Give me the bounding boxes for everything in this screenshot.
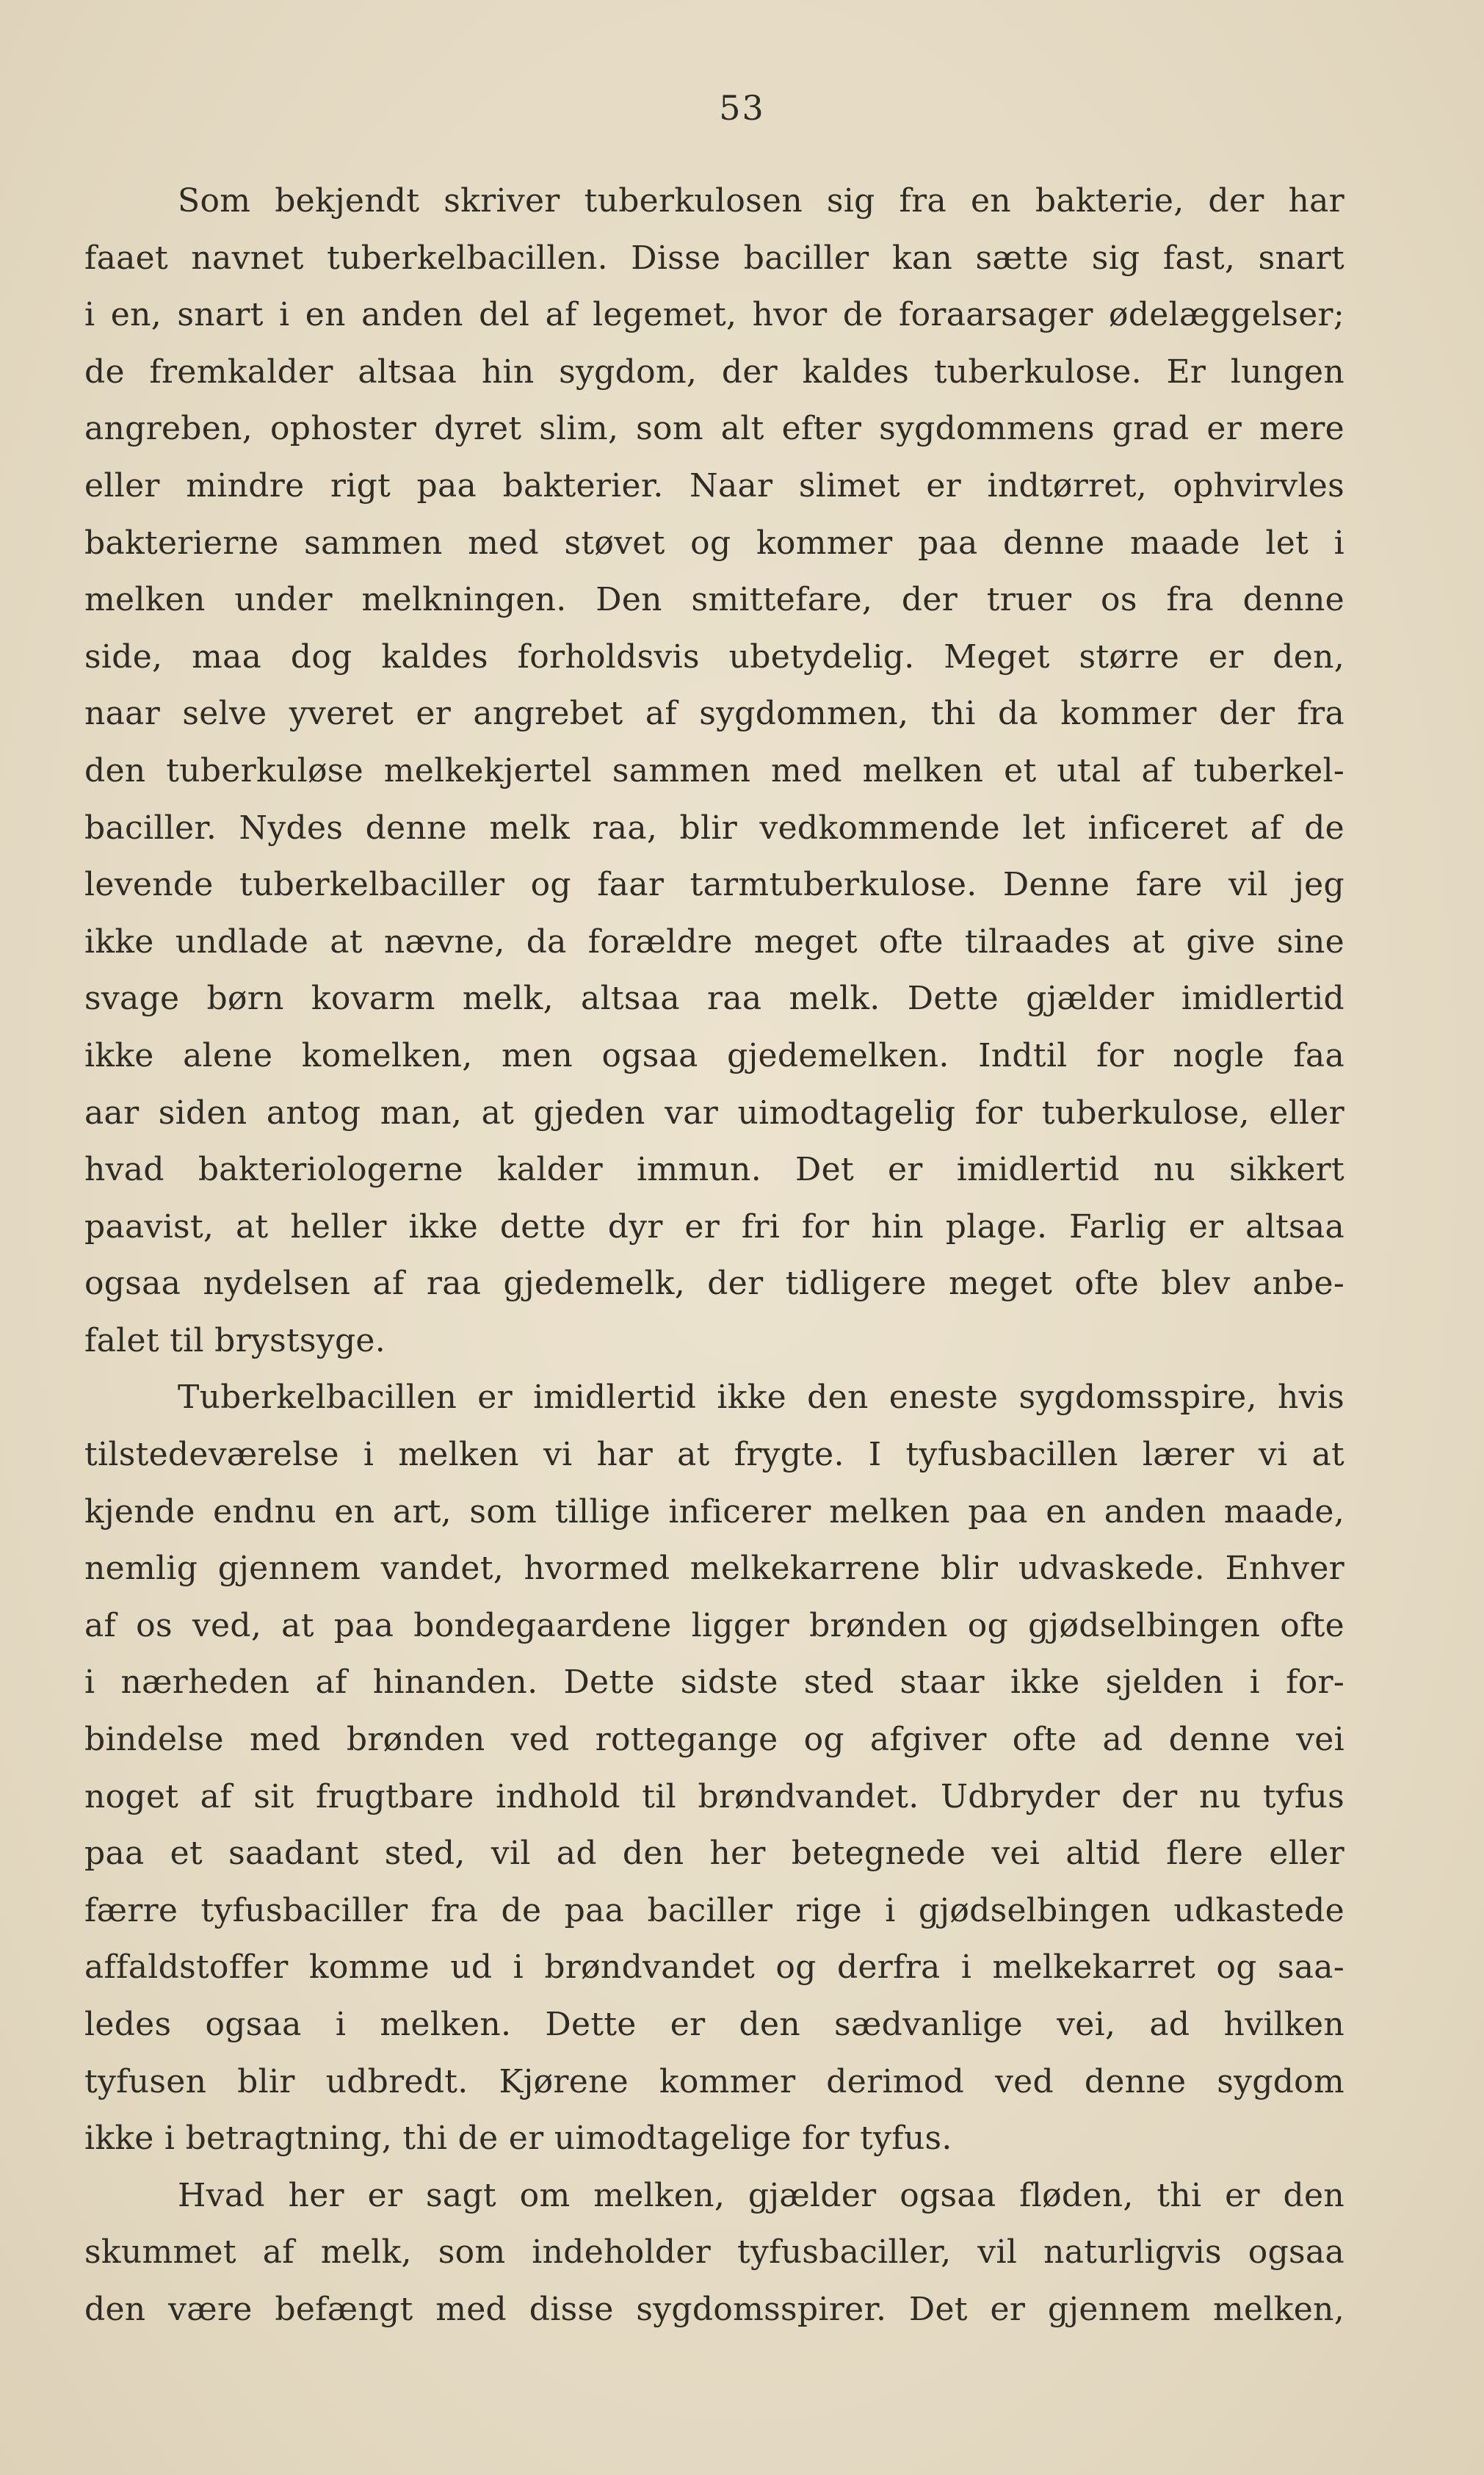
text-line: færre tyfusbaciller fra de paa baciller rige i gjødselbingen udkastede [84, 1891, 1344, 1929]
text-line: levende tuberkelbaciller og faar tarmtuberkulose. Denne fare vil jeg [84, 866, 1344, 904]
text-line: den tuberkuløse melkekjertel sammen med melken et utal af tuberkel- [84, 751, 1344, 790]
text-line: angreben, ophoster dyret slim, som alt efter sygdommens grad er mere [84, 410, 1344, 448]
text-line: melken under melkningen. Den smittefare, der truer os fra denne [84, 581, 1344, 619]
text-line: ledes ogsaa i melken. Dette er den sædvanlige vei, ad hvilken [84, 2006, 1344, 2043]
text-line: aar siden antog man, at gjeden var uimodtagelig for tuberkulose, eller [84, 1094, 1344, 1132]
text-line: baciller. Nydes denne melk raa, blir vedkommende let inficeret af de [84, 809, 1344, 847]
text-line: naar selve yveret er angrebet af sygdommen, thi da kommer der fra [84, 695, 1344, 733]
text-line: tyfusen blir udbredt. Kjørene kommer derimod ved denne sygdom [84, 2062, 1344, 2100]
text-line: eller mindre rigt paa bakterier. Naar slimet er indtørret, ophvirvles [84, 466, 1344, 505]
text-line: hvad bakteriologerne kalder immun. Det er imidlertid nu sikkert [84, 1151, 1344, 1189]
text-line: Som bekjendt skriver tuberkulosen sig fra en bakterie, der har [178, 182, 1344, 220]
text-line: skummet af melk, som indeholder tyfusbaciller, vil naturligvis ogsaa [84, 2233, 1344, 2272]
text-line: af os ved, at paa bondegaardene ligger brønden og gjødselbingen ofte [84, 1606, 1344, 1644]
text-line: falet til brystsyge. [84, 1321, 386, 1359]
text-line: Hvad her er sagt om melken, gjælder ogsaa fløden, thi er den [178, 2176, 1344, 2214]
text-line: side, maa dog kaldes forholdsvis ubetydelig. Meget større er den, [84, 637, 1344, 676]
text-line: Tuberkelbacillen er imidlertid ikke den eneste sygdomsspire, hvis [178, 1379, 1344, 1417]
text-line: bakterierne sammen med støvet og kommer paa denne maade let i [84, 524, 1344, 562]
body-text [84, 173, 1344, 2338]
text-line: faaet navnet tuberkelbacillen. Disse baciller kan sætte sig fast, snart [84, 239, 1344, 277]
text-line: kjende endnu en art, som tillige inficerer melken paa en anden maade, [84, 1492, 1344, 1531]
page-number: 53 [719, 88, 765, 128]
text-line: de fremkalder altsaa hin sygdom, der kaldes tuberkulose. Er lungen [84, 353, 1344, 391]
text-line: svage børn kovarm melk, altsaa raa melk. Dette gjælder imidlertid [84, 980, 1344, 1018]
text-line: ikke alene komelken, men ogsaa gjedemelken. Indtil for nogle faa [84, 1036, 1344, 1074]
text-line: bindelse med brønden ved rottegange og afgiver ofte ad denne vei [84, 1721, 1344, 1759]
text-line: ikke undlade at nævne, da forældre meget ofte tilraades at give sine [84, 922, 1344, 961]
text-line: nemlig gjennem vandet, hvormed melkekarrene blir udvaskede. Enhver [84, 1550, 1344, 1588]
text-line: affaldstoffer komme ud i brøndvandet og derfra i melkekarret og saa- [84, 1948, 1344, 1987]
text-line: noget af sit frugtbare indhold til brøndvandet. Udbryder der nu tyfus [84, 1777, 1344, 1815]
text-line: i nærheden af hinanden. Dette sidste sted staar ikke sjelden i for- [84, 1663, 1344, 1702]
text-line: i en, snart i en anden del af legemet, hvor de foraarsager ødelæggelser; [84, 296, 1344, 334]
text-line: paa et saadant sted, vil ad den her betegnede vei altid flere eller [84, 1835, 1344, 1873]
text-line: paavist, at heller ikke dette dyr er fri for hin plage. Farlig er altsaa [84, 1207, 1344, 1246]
text-line: tilstedeværelse i melken vi har at frygte. I tyfusbacillen lærer vi at [84, 1436, 1344, 1474]
text-line: ogsaa nydelsen af raa gjedemelk, der tidligere meget ofte blev anbe- [84, 1265, 1344, 1303]
text-line: den være befængt med disse sygdomsspirer. Det er gjennem melken, [84, 2290, 1344, 2328]
text-line: ikke i betragtning, thi de er uimodtagelige for tyfus. [84, 2120, 952, 2158]
